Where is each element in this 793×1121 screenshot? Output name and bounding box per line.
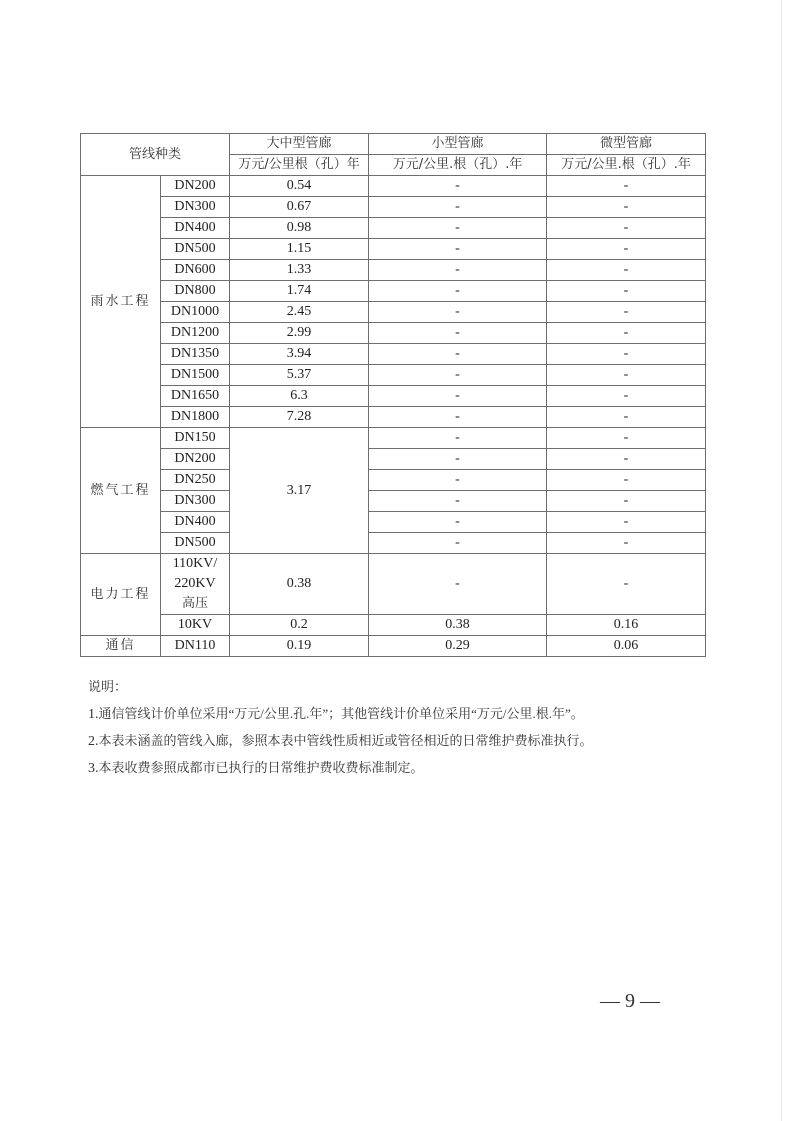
table-row xyxy=(81,197,706,218)
large-corridor-value: 0.54 xyxy=(230,176,369,197)
large-corridor-value: 1.33 xyxy=(230,260,369,281)
spec-cell xyxy=(161,554,230,615)
small-corridor-value: - xyxy=(369,491,547,512)
small-corridor-value: - xyxy=(369,239,547,260)
large-corridor-value: 2.99 xyxy=(230,323,369,344)
header-small-title: 小型管廊 xyxy=(369,134,547,155)
header-micro-title: 微型管廊 xyxy=(547,134,706,155)
table-row xyxy=(81,470,706,491)
table-row xyxy=(81,615,706,636)
large-corridor-value: 3.94 xyxy=(230,344,369,365)
note-text: 本表收费参照成都市已执行的日常维护费收费标准制定。 xyxy=(98,760,424,775)
spec-line: 高压 xyxy=(182,596,209,611)
micro-corridor-value: - xyxy=(547,239,706,260)
table-row xyxy=(81,491,706,512)
category-cell: 燃气工程 xyxy=(81,428,161,554)
micro-corridor-value: 0.06 xyxy=(547,636,706,657)
table-row xyxy=(81,323,706,344)
spec-cell: DN400 xyxy=(161,218,230,239)
small-corridor-value: - xyxy=(369,365,547,386)
micro-corridor-value: - xyxy=(547,491,706,512)
large-corridor-value: 0.19 xyxy=(230,636,369,657)
small-corridor-value: - xyxy=(369,344,547,365)
large-corridor-value: 3.17 xyxy=(230,428,369,554)
micro-corridor-value: - xyxy=(547,470,706,491)
table-row xyxy=(81,239,706,260)
small-corridor-value: - xyxy=(369,512,547,533)
small-corridor-value: - xyxy=(369,281,547,302)
table-row xyxy=(81,176,706,197)
table-row xyxy=(81,344,706,365)
large-corridor-value: 1.74 xyxy=(230,281,369,302)
micro-corridor-value: - xyxy=(547,260,706,281)
micro-corridor-value: 0.16 xyxy=(547,615,706,636)
small-corridor-value: - xyxy=(369,323,547,344)
large-corridor-value: 0.38 xyxy=(230,554,369,615)
small-corridor-value: - xyxy=(369,218,547,239)
note-item xyxy=(88,754,593,781)
spec-cell: DN1000 xyxy=(161,302,230,323)
small-corridor-value: - xyxy=(369,197,547,218)
table-row xyxy=(81,218,706,239)
large-corridor-value: 7.28 xyxy=(230,407,369,428)
small-corridor-value: - xyxy=(369,260,547,281)
small-corridor-value: - xyxy=(369,470,547,491)
micro-corridor-value: - xyxy=(547,428,706,449)
small-corridor-value: - xyxy=(369,449,547,470)
small-corridor-value: - xyxy=(369,176,547,197)
spec-cell: DN1650 xyxy=(161,386,230,407)
spec-cell: DN200 xyxy=(161,176,230,197)
category-cell: 通信 xyxy=(81,636,161,657)
spec-line: 220KV xyxy=(174,576,216,591)
spec-cell: DN1350 xyxy=(161,344,230,365)
spec-cell: DN1200 xyxy=(161,323,230,344)
table-row xyxy=(81,428,706,449)
table-row xyxy=(81,302,706,323)
micro-corridor-value: - xyxy=(547,365,706,386)
table-row xyxy=(81,407,706,428)
header-large-unit: 万元/公里根（孔）年 xyxy=(230,155,369,176)
micro-corridor-value: - xyxy=(547,176,706,197)
spec-line: 110KV/ xyxy=(172,556,218,571)
micro-corridor-value: - xyxy=(547,554,706,615)
note-item xyxy=(88,727,593,754)
spec-cell: DN500 xyxy=(161,533,230,554)
small-corridor-value: - xyxy=(369,554,547,615)
header-row xyxy=(81,134,706,155)
micro-corridor-value: - xyxy=(547,197,706,218)
micro-corridor-value: - xyxy=(547,344,706,365)
spec-cell: DN1800 xyxy=(161,407,230,428)
table-row xyxy=(81,449,706,470)
spec-cell: DN1500 xyxy=(161,365,230,386)
large-corridor-value: 0.98 xyxy=(230,218,369,239)
spec-cell: DN600 xyxy=(161,260,230,281)
table-row xyxy=(81,260,706,281)
large-corridor-value: 2.45 xyxy=(230,302,369,323)
spec-cell: DN300 xyxy=(161,491,230,512)
spec-cell: DN150 xyxy=(161,428,230,449)
micro-corridor-value: - xyxy=(547,386,706,407)
large-corridor-value: 5.37 xyxy=(230,365,369,386)
spec-cell: DN300 xyxy=(161,197,230,218)
header-large-title: 大中型管廊 xyxy=(230,134,369,155)
micro-corridor-value: - xyxy=(547,323,706,344)
category-cell: 雨水工程 xyxy=(81,176,161,428)
table-row xyxy=(81,386,706,407)
large-corridor-value: 1.15 xyxy=(230,239,369,260)
micro-corridor-value: - xyxy=(547,512,706,533)
small-corridor-value: - xyxy=(369,533,547,554)
micro-corridor-value: - xyxy=(547,281,706,302)
table-row xyxy=(81,554,706,615)
micro-corridor-value: - xyxy=(547,449,706,470)
spec-cell: 10KV xyxy=(161,615,230,636)
table-row xyxy=(81,533,706,554)
page-number: — 9 — xyxy=(600,990,660,1012)
maintenance-fee-table xyxy=(80,133,706,657)
micro-corridor-value: - xyxy=(547,302,706,323)
table-row xyxy=(81,281,706,302)
notes-section xyxy=(88,673,593,781)
spec-cell: DN110 xyxy=(161,636,230,657)
note-text: 本表未涵盖的管线入廊，参照本表中管线性质相近或管径相近的日常维护费标准执行。 xyxy=(98,733,593,748)
header-small-unit: 万元/公里.根（孔）.年 xyxy=(369,155,547,176)
micro-corridor-value: - xyxy=(547,218,706,239)
note-number: 2. xyxy=(88,734,99,749)
spec-cell: DN200 xyxy=(161,449,230,470)
table-row xyxy=(81,512,706,533)
table-row xyxy=(81,365,706,386)
note-text: 通信管线计价单位采用“万元/公里.孔.年”；其他管线计价单位采用“万元/公里.根.年”。 xyxy=(98,706,584,721)
spec-cell: DN250 xyxy=(161,470,230,491)
spec-cell: DN400 xyxy=(161,512,230,533)
scan-edge-line xyxy=(781,0,782,1121)
small-corridor-value: - xyxy=(369,302,547,323)
header-micro-unit: 万元/公里.根（孔）.年 xyxy=(547,155,706,176)
category-cell: 电力工程 xyxy=(81,554,161,636)
spec-cell: DN800 xyxy=(161,281,230,302)
note-item xyxy=(88,700,593,727)
micro-corridor-value: - xyxy=(547,407,706,428)
small-corridor-value: - xyxy=(369,407,547,428)
micro-corridor-value: - xyxy=(547,533,706,554)
large-corridor-value: 0.2 xyxy=(230,615,369,636)
note-number: 3. xyxy=(88,761,99,776)
header-category: 管线种类 xyxy=(81,134,230,176)
spec-cell: DN500 xyxy=(161,239,230,260)
small-corridor-value: 0.29 xyxy=(369,636,547,657)
large-corridor-value: 6.3 xyxy=(230,386,369,407)
small-corridor-value: - xyxy=(369,428,547,449)
small-corridor-value: - xyxy=(369,386,547,407)
note-number: 1. xyxy=(88,707,99,722)
notes-heading: 说明： xyxy=(88,679,128,694)
large-corridor-value: 0.67 xyxy=(230,197,369,218)
small-corridor-value: 0.38 xyxy=(369,615,547,636)
table-row xyxy=(81,636,706,657)
